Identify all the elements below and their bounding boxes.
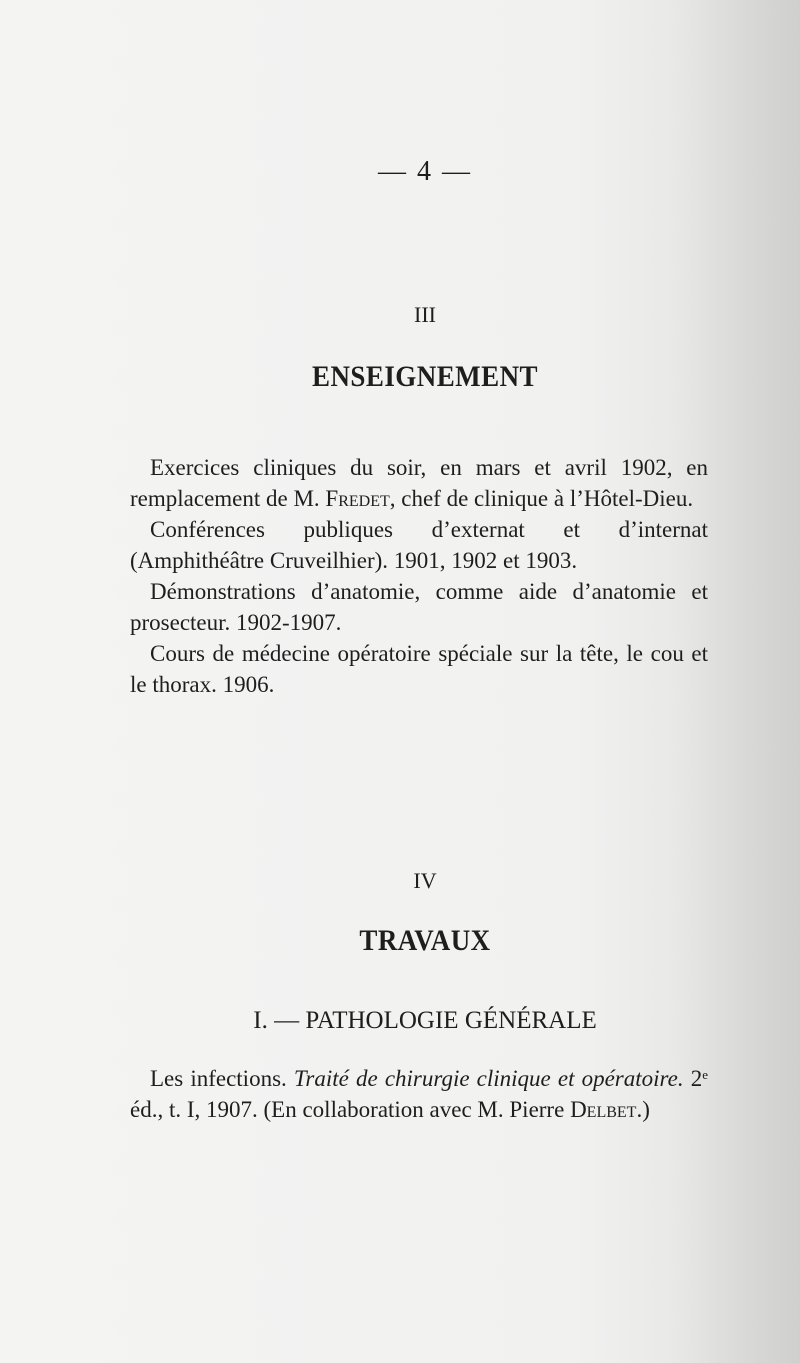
paragraph-text: Exercices cliniques du soir, en mars et avril 1902, en remplacement de M. <box>130 455 708 511</box>
section-4-numeral: IV <box>413 868 437 893</box>
paragraph-exercices <box>130 452 708 514</box>
paragraph-text: , chef de clinique à l’Hôtel-Dieu. <box>389 486 694 511</box>
bibliography-entry <box>130 1063 708 1125</box>
section-3-title: ENSEIGNEMENT <box>312 360 538 393</box>
entry-closing: .) <box>636 1097 650 1122</box>
entry-details: éd., t. I, 1907. (En collaboration avec M. Pierre <box>130 1097 565 1122</box>
paragraph-cours: Cours de médecine opératoire spéciale sur la tête, le cou et le thorax. 1906. <box>130 641 708 697</box>
person-name: Fredet <box>325 486 390 511</box>
edition-superscript: e <box>702 1067 709 1082</box>
section-3-numeral: III <box>414 302 436 327</box>
subsection-title: I. — PATHOLOGIE GÉNÉRALE <box>253 1007 597 1034</box>
paragraph-conferences: Conférences publiques d’externat et d’internat (Amphithéâtre Cruveilhier). 1901, 1902 et 1903. <box>130 517 708 573</box>
section-3-body <box>130 452 708 700</box>
paragraph-demonstrations: Démonstrations d’anatomie, comme aide d’anatomie et prosecteur. 1902-1907. <box>130 579 708 635</box>
book-title: Traité de chirurgie clinique et opératoire. <box>293 1066 684 1091</box>
entry-lead: Les infections. <box>150 1066 287 1091</box>
entry-paragraph <box>130 1063 708 1125</box>
edition-number: 2 <box>690 1066 703 1091</box>
section-4-title: TRAVAUX <box>359 924 491 957</box>
collaborator-name: Delbet <box>570 1097 637 1122</box>
page-number: — 4 — <box>378 156 472 187</box>
